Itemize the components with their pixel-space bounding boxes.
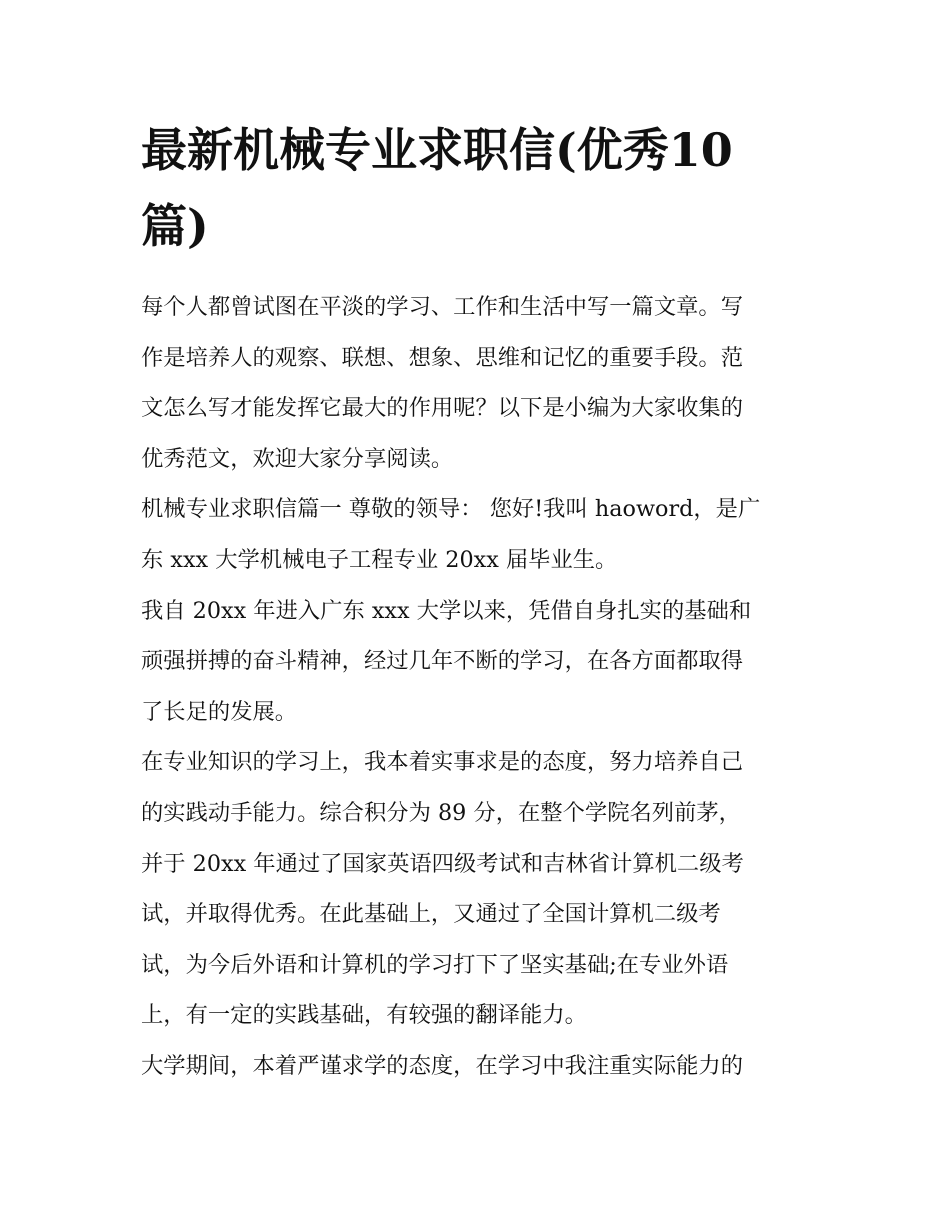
- paragraph-line: 我自 20xx 年进入广东 xxx 大学以来，凭借自身扎实的基础和: [141, 597, 752, 624]
- greeting-paragraph: [141, 484, 813, 585]
- paragraph-line: 并于 20xx 年通过了国家英语四级考试和吉林省计算机二级考: [141, 850, 744, 877]
- university-paragraph: [141, 1041, 813, 1092]
- paragraph-line: 每个人都曾试图在平淡的学习、工作和生活中写一篇文章。写: [141, 294, 744, 320]
- paragraph-line: 在专业知识的学习上，我本着实事求是的态度，努力培养自己: [141, 749, 744, 776]
- document-title: [141, 112, 813, 264]
- document-content: [141, 112, 813, 1092]
- paragraph-line: 试，并取得优秀。在此基础上，又通过了全国计算机二级考: [141, 901, 721, 928]
- paragraph-line: 机械专业求职信篇一 尊敬的领导： 您好!我叫 haoword，是广: [141, 496, 761, 523]
- background-paragraph: [141, 586, 813, 738]
- title-line: 最新机械专业求职信(优秀10: [141, 123, 733, 177]
- intro-paragraph: [141, 282, 813, 484]
- paragraph-line: 大学期间，本着严谨求学的态度，在学习中我注重实际能力的: [141, 1052, 744, 1079]
- paragraph-line: 作是培养人的观察、联想、想象、思维和记忆的重要手段。范: [141, 344, 744, 371]
- paragraph-line: 文怎么写才能发挥它最大的作用呢？以下是小编为大家收集的: [141, 395, 744, 422]
- paragraph-line: 试，为今后外语和计算机的学习打下了坚实基础;在专业外语: [141, 951, 729, 978]
- study-paragraph: [141, 737, 813, 1041]
- paragraph-line: 的实践动手能力。综合积分为 89 分，在整个学院名列前茅，: [141, 799, 741, 826]
- paragraph-line: 优秀范文，欢迎大家分享阅读。: [141, 445, 454, 472]
- paragraph-line: 东 xxx 大学机械电子工程专业 20xx 届毕业生。: [141, 546, 618, 573]
- title-line: 篇): [141, 199, 209, 253]
- paragraph-line: 顽强拼搏的奋斗精神，经过几年不断的学习，在各方面都取得: [141, 648, 744, 675]
- paragraph-line: 上，有一定的实践基础，有较强的翻译能力。: [141, 1002, 587, 1029]
- paragraph-line: 了长足的发展。: [141, 698, 298, 725]
